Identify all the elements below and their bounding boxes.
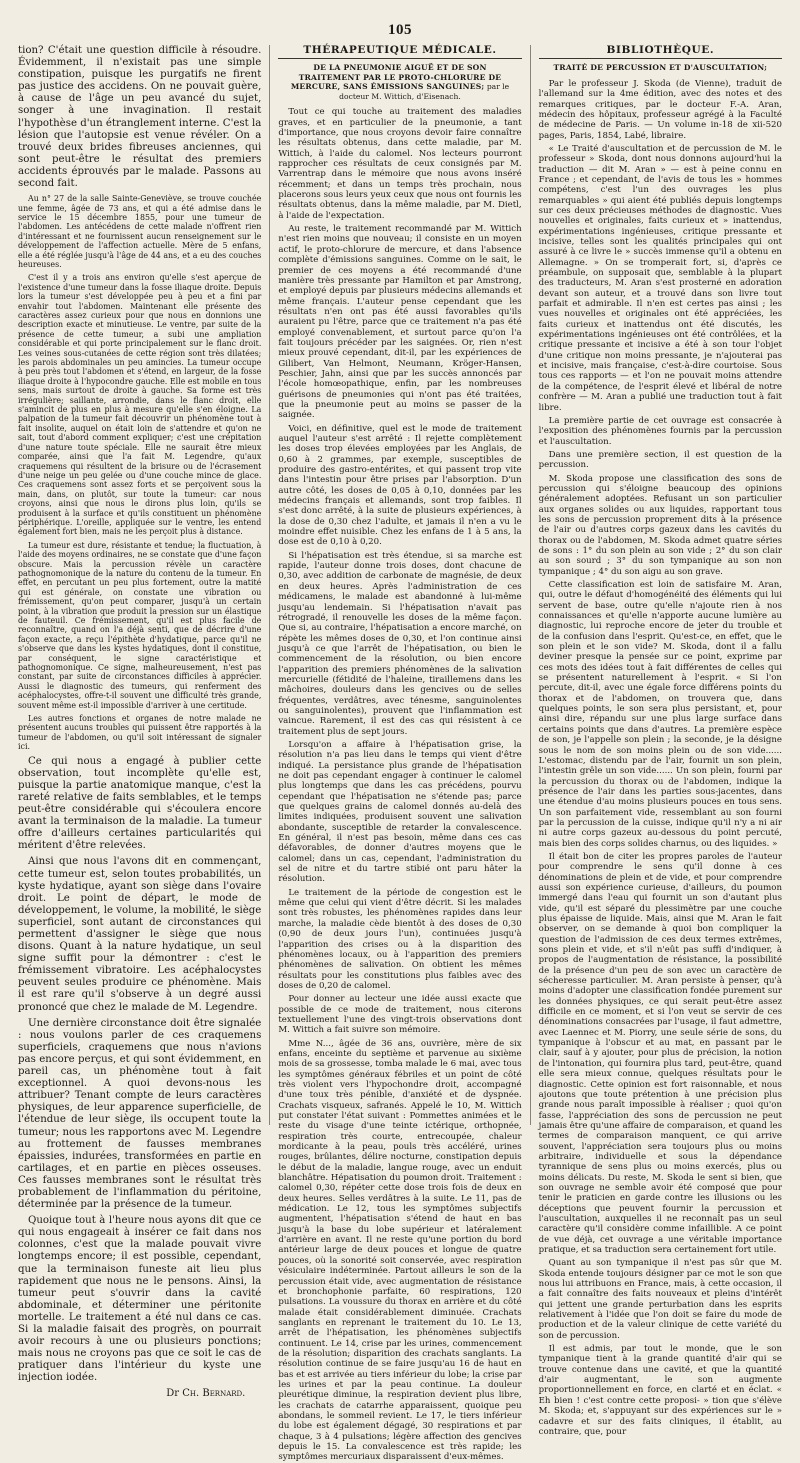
paragraph: Quoique tout à l'heure nous ayons dit que ce qui nous engageait à insérer ce fait dans nos colonnes, c'est que la malade pouvait vivre longtemps encore; il est possible, cependant, que la terminaison funeste ait lieu plus rapidement que nous ne le pensons. Ainsi, la tumeur peut s'ouvrir dans la cavité abdominale, et déterminer une péritonite mortelle. Le traitement a été nul dans ce cas. Si la maladie faisait des progrès, on pourrait avoir recours à une ou plusieurs ponctions; mais nous ne croyons pas que ce soit le cas de pratiquer dans l'intérieur du kyste une injection iodée.	[18, 1215, 262, 1384]
paragraph: Il est admis, par tout le monde, que le son tympanique tient à la grande quantité d'air qui se trouve contenue dans une cavité, et que la quantité d'air augmentant, le son augmente proportionnellement en force, en clarté et en éclat. « Eh bien ! c'est contre cette proposi- » tion que s'élève M. Skoda; et, s'appuyant sur des expériences sur le » cadavre et sur des faits cliniques, il établit, au contraire, que, pour	[538, 1344, 782, 1437]
paragraph: M. Skoda propose une classification des sons de percussion qui s'éloigne beaucoup des opinions généralement adoptées. Refusant un son particulier aux organes solides ou aux liquides, rapportant tous les sons de percussion proprement dits à la présence de l'air ou d'autres corps gazeux dans les cavités du thorax ou de l'abdomen, M. Skoda admet quatre séries de sons : 1° du son plein au son vide ; 2° du son clair au son sourd ; 3° du son tympanique au son non tympanique ; 4° du son aigu au son grave.	[538, 473, 782, 577]
paragraph: Au n° 27 de la salle Sainte-Geneviève, se trouve couchée une femme, âgée de 73 ans, et qui a été admise dans le service le 15 décembre 1855, pour une tumeur de l'abdomen. Les antécédens de cette malade n'offrent rien d'intéressant et ne fournissent aucun renseignement sur le développement de l'affection actuelle. Mère de 5 enfans, elle a été réglée jusqu'à l'âge de 44 ans, et a eu des couches heureuses.	[18, 194, 262, 269]
book-title-caps: TRAITÉ DE PERCUSSION ET D'AUSCULTATION;	[553, 63, 768, 73]
paragraph: Au reste, le traitement recommandé par M. Wittich n'est rien moins que nouveau; il consiste en un moyen actif, le proto-chlorure de mercure, et dans l'absence complète d'émissions sanguines. Comme on le sait, le premier de ces moyens a été recommandé d'une manière très pressante par Hamilton et par Amstrong, et employé depuis par plusieurs médecins allemands et même français. L'auteur pense cependant que les résultats n'en ont pas été aussi favorables qu'ils auraient pu l'être, parce que ce traitement n'a pas été employé convenablement, et surtout parce qu'on l'a fait toujours précéder par les saignées. Or, rien n'est mieux prouvé cependant, dit-il, par les expériences de Gilibert, Van Helmont, Neumann, Kröger-Hansen, Peschier, Jahn, ainsi que par les succès annoncés par l'école homœopathique, enfin, par les nombreuses guérisons de pneumonies qui n'ont pas été traitées, que la pneumonie peut au moins se passer de la saignée.	[278, 224, 522, 421]
author-signature	[18, 1388, 261, 1400]
paragraph: Pour donner au lecteur une idée aussi exacte que possible de ce mode de traitement, nous citerons textuellement l'une des vingt-trois observations dont M. Wittich a fait suivre son mémoire.	[278, 994, 522, 1036]
paragraph: Mme N..., âgée de 36 ans, ouvrière, mère de six enfans, enceinte du septième et parvenue au sixième mois de sa grossesse, tomba malade le 6 mai, avec tous les symptômes généraux fébriles et un point de côté très violent vers l'hypochondre droit, accompagné d'une toux très pénible, d'anxiété et de dyspnée. Crachats visqueux, safranés. Appelé le 10, M. Wittich put constater l'état suivant : Pommettes animées et le reste du visage d'une teinte ictérique, orthopnée, respiration très courte, entrecoupée, chaleur mordicante à la peau, pouls très accéléré, urines rouges, brûlantes, délire nocturne, constipation depuis le début de la maladie, langue rouge, avec un enduit blanchâtre. Hépatisation du poumon droit. Traitement : calomel 0,30, répéter cette dose trois fois de deux en deux heures. Selles verdâtres à la suite. Le 11, pas de médication. Le 12, tous les symptômes subjectifs augmentent, l'hépatisation s'étend de haut en bas jusqu'à la base du lobe supérieur et latéralement d'arrière en avant. Il ne reste qu'une portion du bord antérieur large de deux pouces et longue de quatre pouces, où la sonorité soit conservée, avec respiration vésiculaire indéterminée. Partout ailleurs le son de la percussion était vide, avec augmentation de résistance et bronchophonie parfaite, 60 respirations, 120 pulsations. La voussure du thorax en arrière et du côté malade était considérablement diminuée. Crachats sanglants en reprenant le traitement du 10. Le 13, arrêt de l'hépatisation, les phénomènes subjectifs continuent. Le 14, crise par les urines, commencement de la résolution; disparition des crachats sanglants. La résolution continue de se faire jusqu'au 16 de haut en bas et est arrivée au tiers inférieur du lobe; la crise par les urines et par la peau continue. La douleur pleurétique diminue, la respiration devient plus libre, les crachats de catarrhe apparaissent, quoique peu abondans, le sommeil revient. Le 17, le tiers inférieur du lobe est également dégagé, 30 respirations et par chaque, 3 à 4 pulsations; légère affection des gencives depuis le 15. La convalescence est très rapide; les symptômes mercuriaux disparaissent d'eux-mêmes.	[278, 1038, 522, 1463]
signature-name: Ch. Bernard.	[182, 1388, 246, 1400]
signature-prefix: Dr	[166, 1388, 180, 1400]
article-title-author: par le docteur M. Wittich, d'Eisenach.	[339, 82, 510, 101]
paragraph: Si l'hépatisation est très étendue, si sa marche est rapide, l'auteur donne trois doses, dont chacune de 0,30, avec addition de carbonate de magnésie, de deux en deux heures. Après l'administration de ces médicamens, le malade est abandonné à lui-même jusqu'au lendemain. Si l'hépatisation n'avait pas rétrogradé, il renouvelle les doses de la même façon. Que si, au contraire, l'hépatisation a encore marché, on répète les mêmes doses de 0,30, et l'on continue ainsi jusqu'à ce que l'arrêt de l'hépatisation, ou bien le commencement de la résolution, ou bien encore l'apparition des premiers phénomènes de la salivation mercurielle (fétidité de l'haleine, tiraillemens dans les mâchoires, douleurs dans les gencives ou de selles fréquentes, verdâtres, avec ténesme, sanguinolentes ou sanguinolentes), prouvent que l'inflammation est vaincue. Rarement, il est des cas qui résistent à ce traitement plus de sept jours.	[278, 550, 522, 737]
section-heading-bibliotheque: BIBLIOTHÈQUE.	[539, 45, 782, 59]
paragraph: Par le professeur J. Skoda (de Vienne), traduit de l'allemand sur la 4me édition, avec des notes et des remarques critiques, par le docteur F.-A. Aran, médecin des hôpitaux, professeur agrégé à la Faculté de médecine de Paris. — Un volume in-18 de xii-520 pages, Paris, 1854, Labé, libraire.	[538, 78, 782, 141]
page-number: 105	[388, 22, 412, 38]
paragraph: Dans une première section, il est question de la percussion.	[538, 449, 782, 471]
paragraph: La tumeur est dure, résistante et tendue; la fluctuation, à l'aide des moyens ordinaires, ne se constate que d'une façon obscure. Mais la percussion révèle un caractère pathognomonique de la nature du contenu de la tumeur. En effet, en percutant un peu plus fortement, outre la matité qui est générale, on constate une vibration ou frémissement, qu'on peut comparer, jusqu'à un certain point, à la vibration que produit la pression sur un élastique de fauteuil. Ce frémissement, qu'il est plus facile de reconnaître, quand on l'a déjà senti, que de décrire d'une façon exacte, a reçu l'épithète d'hydatique, parce qu'il ne s'observe que dans les kystes hydatiques, dont il constitue, par conséquent, le signe caractéristique et pathognomonique. Ce signe, malheureusement, n'est pas constant, par suite de circonstances difficiles à apprécier. Aussi le diagnostic des tumeurs, qui renferment des acéphalocystes, offre-t-il souvent une difficulté très grande, souvent même est-il impossible d'arriver à une certitude.	[18, 540, 262, 710]
column-right	[530, 44, 782, 1437]
paragraph: Cette classification est loin de satisfaire M. Aran, qui, outre le défaut d'homogénéité des éléments qui lui servent de base, outre qu'elle n'ajoute rien à nos connaissances et qu'elle n'apporte aucune lumière au diagnostic, lui reproche encore de jeter du trouble et de la confusion dans l'esprit. Qu'est-ce, en effet, que le son plein et le son vide? M. Skoda, dont il a fallu deviner presque la pensée sur ce point, exprime par ces mots des idées tout à fait différentes de celles qui se présentent naturellement à l'esprit. « Si l'on percute, dit-il, avec une égale force différens points du thorax et de l'abdomen, on trouvera que, dans quelques points, le son sera plus persistant, et, pour ainsi dire, répandu sur une plus large surface dans certains points que dans d'autres. La première espèce de son, je l'appelle son plein ; la seconde, je la désigne sous le nom de son moins plein ou de son vide...... L'estomac, distendu par de l'air, fournit un son plein, l'intestin grêle un son vide...... Un son plein, fourni par la percussion du thorax ou de l'abdomen, indique la présence de l'air dans les parties sous-jacentes, dans une étendue d'au moins plusieurs pouces en tous sens. Un son parfaitement vide, ressemblant au son fourni par la percussion de la cuisse, indique qu'il n'y a ni air ni autre corps gazeux au-dessous du point percuté, mais bien des corps solides charnus, ou des liquides. »	[538, 580, 782, 849]
paragraph: Une dernière circonstance doit être signalée : nous voulons parler de ces craquemens superficiels, craquemens que nous n'avions pas encore perçus, et qui sont évidemment, en pareil cas, un phénomène tout à fait exceptionnel. A quoi devons-nous les attribuer? Tenant compte de leurs caractères physiques, de leur apparence superficielle, de l'étendue de leur siège, ils occupent toute la tumeur; nous les rapportons avec M. Legendre au frottement de fausses membranes épaissies, indurées, transformées en partie en cartilages, et en partie en pièces osseuses. Ces fausses membranes sont le résultat très probablement de l'inflammation du péritoine, déterminée par la présence de la tumeur.	[18, 1017, 262, 1211]
section-heading-therapeutique: THÉRAPEUTIQUE MÉDICALE.	[278, 45, 521, 59]
paragraph: Le traitement de la période de congestion est le même que celui qui vient d'être décrit. Si les malades sont très robustes, les phénomènes rapides dans leur marche, la maladie cède bientôt à des doses de 0,30 (0,90 de deux jours l'un), continuées jusqu'à l'apparition des crises ou à la disparition des phénomènes locaux, ou à l'apparition des premiers phénomènes de salivation. On obtient les mêmes résultats pour les constitutions plus faibles avec des doses de 0,20 de calomel.	[278, 887, 522, 991]
paragraph: Ce qui nous a engagé à publier cette observation, tout incomplète qu'elle est, puisque la partie anatomique manque, c'est la rareté relative de faits semblables, et le temps peut-être considérable qui s'écoulera encore avant la terminaison de la maladie. La tumeur offre d'ailleurs certaines particularités qui méritent d'être relevées.	[18, 755, 262, 852]
paragraph: Tout ce qui touche au traitement des maladies graves, et en particulier de la pneumonie, a tant d'importance, que nous croyons devoir faire connaître les résultats obtenus, dans cette maladie, par M. Wittich, à l'aide du calomel. Nos lecteurs pourront rapprocher ces résultats de ceux consignés par M. Varrentrap dans le mémoire que nous avons inséré récemment; et dans un temps très prochain, nous placerons sous leurs yeux ceux que nous ont fournis les résultats obtenus, dans la même maladie, par M. Dietl, à l'aide de l'expectation.	[278, 107, 522, 221]
paragraph: Il était bon de citer les propres paroles de l'auteur pour comprendre le sens qu'il donne à ces dénominations de plein et de vide, et pour comprendre aussi son expérience curieuse, d'ailleurs, du poumon immergé dans l'eau qui fournit un son d'autant plus vide, qu'il est séparé du plessimètre par une couche plus épaisse de liquide. Mais, ainsi que M. Aran le fait observer, on se demande à quoi bon compliquer la question de l'admission de ces deux termes extrêmes, sons plein et vide, et s'il n'eût pas suffi d'indiquer, à propos de l'augmentation de résistance, la possibilité de la présence d'un peu de son avec un caractère de sécheresse particulier. M. Aran persiste à penser, qu'à moins d'adopter une classification fondée purement sur les données physiques, ce qui serait peut-être assez difficile en ce moment, et si l'on veut se servir de ces dénominations consacrées par l'usage, il faut admettre, avec Laennec et M. Piorry, une seule série de sons, du tympanique à l'obscur et au mat, en passant par le clair, sauf à y ajouter, pour plus de précision, la notion de l'intonation, qui fournira plus tard, peut-être, quand elle sera mieux connue, quelques résultats pour le diagnostic. Cette opinion est fort raisonnable, et nous ajoutons que toute prétention à une précision plus grande nous paraît impossible à réaliser ; quoi qu'on fasse, l'appréciation des sons de percussion ne peut jamais être qu'une affaire de comparaison, et quand les termes de comparaison manquent, ce qui arrive souvent, l'appréciation sera toujours plus ou moins arbitraire, individuelle et sous la dépendance tyrannique de sens plus ou moins exercés, plus ou moins délicats. Du reste, M. Skoda le sent si bien, que son ouvrage ne semble avoir été composé que pour tenir le praticien en garde contre les illusions ou les déceptions que peuvent fournir la percussion et l'auscultation, auxquelles il ne reconnaît pas un seul caractère qu'il considère comme infaillible. A ce point de vue déjà, cet ouvrage a une véritable importance pratique, et sa traduction sera certainement fort utile.	[538, 851, 782, 1255]
book-review-title	[543, 63, 778, 73]
column-middle	[269, 44, 522, 1463]
article-title	[282, 63, 517, 101]
paragraph: Les autres fonctions et organes de notre malade ne présentent aucuns troubles qui puissent être rapportés à la tumeur de l'abdomen, ou qu'il soit intéressant de signaler ici.	[18, 714, 262, 752]
paragraph: « Le Traité d'auscultation et de percussion de M. le professeur » Skoda, dont nous donnons aujourd'hui la traduction — dit M. Aran » — est à peine connu en France ; et cependant, de l'avis de tous les » hommes compétens, c'est l'un des ouvrages les plus remarquables » qui aient été publiés depuis longtemps sur ces deux précieuses méthodes de diagnostic. Vues nouvelles et originales, faits curieux et » inattendus, expérimentations ingénieuses, critique pressante et incisive, telles sont les qualités principales qui ont assuré à ce livre le » succès immense qu'il a obtenu en Allemagne. » On se tromperait fort, si, d'après ce préambule, on supposait que, semblable à la plupart des traducteurs, M. Aran s'est prosterné en adoration devant son auteur, et a trouvé dans son livre tout parfait et admirable. Il n'en est certes pas ainsi ; les vues nouvelles et originales ont été appréciées, les faits curieux et inattendus ont été discutés, les expérimentations ingénieuses ont été contrôlées, et la critique pressante et incisive a été à son tour l'objet d'une critique non moins pressante, je n'ajouterai pas et incisive, mais française, c'est-à-dire courtoise. Sous tous ces rapports — et l'on ne pouvait moins attendre de la compétence, de l'esprit élevé et libéral de notre confrère — M. Aran a publié une traduction tout à fait libre.	[538, 143, 782, 413]
column-left	[18, 45, 262, 1400]
article-title-caps: DE LA PNEUMONIE AIGUË ET DE SON TRAITEMENT PAR LE PROTO-CHLORURE DE MERCURE, SANS ÉMISSIONS SANGUINES;	[290, 63, 502, 92]
paragraph: La première partie de cet ouvrage est consacrée à l'exposition des phénomènes fournis par la percussion et l'auscultation.	[538, 415, 782, 447]
paragraph: Quant au son tympanique il n'est pas sûr que M. Skoda entende toujours désigner par ce mot le son que nous lui attribuons en France, mais, à cette occasion, il a fait connaître des faits nouveaux et pleins d'intérêt qui jettent une grande perturbation dans les esprits relativement à l'idée que l'on doit se faire du mode de production et de la valeur clinique de cette variété du son de percussion.	[538, 1258, 782, 1341]
paragraph: C'est il y a trois ans environ qu'elle s'est aperçue de l'existence d'une tumeur dans la fosse iliaque droite. Depuis lors la tumeur s'est développée peu à peu et a fini par envahir tout l'abdomen. Maintenant elle présente des caractères assez curieux pour que nous en donnions une description exacte et minutieuse. Le ventre, par suite de la présence de cette tumeur, a subi une ampliation considérable et qui porte principalement sur le flanc droit. Les veines sous-cutanées de cette région sont très dilatées; les parois abdominales un peu amincies. La tumeur occupe à peu près tout l'abdomen et s'étend, en largeur, de la fosse iliaque droite à l'hypocondre gauche. Elle est mobile en tous sens, mais surtout de droite à gauche. Sa forme est très irrégulière; saillante, arrondie, dans le flanc droit, elle s'amincit de plus en plus à mesure qu'elle s'en éloigne. La palpation de la tumeur fait découvrir un phénomène tout à fait insolite, auquel on était loin de s'attendre et qu'on ne sait, tout d'abord comment expliquer; c'est une crépitation d'une nature toute spéciale. Elle ne saurait être mieux comparée, ainsi que l'a fait M. Legendre, qu'aux craquemens qui résultent de la brisure ou de l'écrasement d'une neige un peu gelée ou d'une couche mince de glace. Ces craquemens sont assez forts et se perçoivent sous la main, dans, on plutôt, sur toute la tumeur: car nous croyons, ainsi que nous le dirons plus loin, qu'ils se produisent à la surface et qu'ils constituent un phénomène périphérique. L'oreille, appliquée sur le ventre, les entend également fort bien, mais ne les perçoit plus à distance.	[18, 273, 262, 537]
paragraph: Lorsqu'on a affaire à l'hépatisation grise, la résolution n'a pas lieu dans le temps qui vient d'être indiqué. La persistance plus grande de l'hépatisation ne doit pas cependant engager à continuer le calomel plus longtemps que dans les cas précédens, pourvu cependant que l'hépatisation ne s'étende pas; parce que quelques grains de calomel donnés au-delà des limites indiquées, produisent souvent une salivation abondante, susceptible de retarder la convalescence. En général, il n'est pas besoin, même dans ces cas défavorables, de donner d'autres moyens que le calomel; dans un cas, cependant, l'administration du sel de nitre et du tartre stibié ont paru hâter la résolution.	[278, 739, 522, 885]
paragraph: Voici, en définitive, quel est le mode de traitement auquel l'auteur s'est arrêté : Il rejette complètement les doses trop élevées employées par les Anglais, de 0,60 à 2 grammes, par exemple, susceptibles de produire des gastro-entérites, et qui passent trop vite dans l'intestin pour être prises par l'absorption. D'un autre côté, les doses de 0,05 à 0,10, données par les médecins français et allemands, sont trop faibles. Il s'est donc arrêté, à la suite de plusieurs expériences, à la dose de 0,30 chez l'adulte, et jamais il n'en a vu le moindre effet nuisible. Chez les enfans de 1 à 5 ans, la dose est de 0,10 à 0,20.	[278, 423, 522, 548]
paragraph: tion? C'était une question difficile à résoudre. Évidemment, il n'existait pas une simple constipation, puisque les purgatifs ne firent pas justice des accidens. On ne pouvait guère, à cause de l'âge un peu avancé du sujet, songer à une invagination. Il restait l'hypothèse d'un étranglement interne. C'est la lésion que l'autopsie est venue révéler. On a trouvé deux brides fibreuses anciennes, qui sont peut-être le résultat des premiers accidents éprouvés par le malade. Passons au second fait.	[18, 45, 262, 190]
three-column-layout	[18, 44, 782, 1463]
paragraph: Ainsi que nous l'avons dit en commençant, cette tumeur est, selon toutes probabilités, un kyste hydatique, ayant son siège dans l'ovaire droit. Le point de départ, le mode de développement, le volume, la mobilité, le siège superficiel, sont autant de circonstances qui permettent d'assigner le siège que nous disons. Quant à la nature hydatique, un seul signe suffit pour la démontrer : c'est le frémissement vibratoire. Les acéphalocystes peuvent seules produire ce phénomène. Mais il est rare qu'il s'observe à un degré aussi prononcé que chez le malade de M. Legendre.	[18, 856, 262, 1013]
